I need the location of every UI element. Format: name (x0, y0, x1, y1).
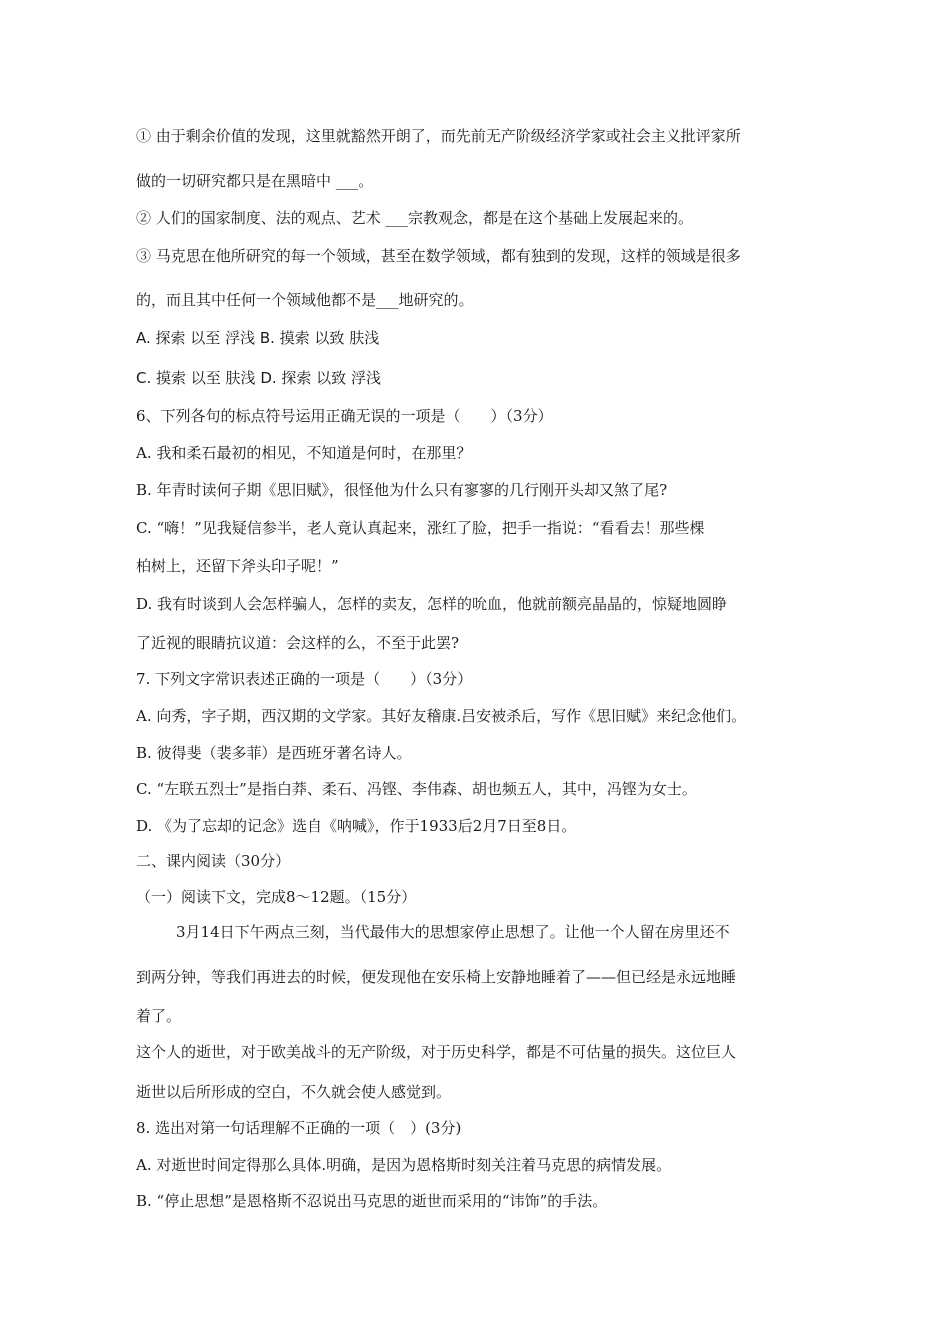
question-7: 7. 下列文字常识表述正确的一项是（ ）（3分） (136, 670, 473, 688)
question-7-option-c: C. “左联五烈士”是指白莽、柔石、冯铿、李伟森、胡也频五人，其中，冯铿为女士。 (136, 780, 697, 798)
question-6: 6、下列各句的标点符号运用正确无误的一项是（ ）（3分） (136, 407, 553, 425)
option-sentence-3: ③ 马克思在他所研究的每一个领域，甚至在数学领域，都有独到的发现，这样的领域是很多 (136, 247, 741, 265)
passage-paragraph-1: 3月14日下午两点三刻，当代最伟大的思想家停止思想了。让他一个人留在房里还不 (176, 923, 730, 941)
question-6-option-d-cont: 了近视的眼睛抗议道：会这样的么，不至于此罢? (136, 634, 460, 652)
question-7-option-a: A. 向秀，字子期，西汉期的文学家。其好友稽康.吕安被杀后，写作《思旧赋》来纪念他们。 (136, 707, 747, 725)
question-6-option-c: C. “嗨！”见我疑信参半，老人竟认真起来，涨红了脸，把手一指说：“看看去！那些棵 (136, 519, 705, 537)
question-6-option-d: D. 我有时谈到人会怎样骗人，怎样的卖友，怎样的吮血，他就前额亮晶晶的，惊疑地圆睁 (136, 595, 728, 613)
option-sentence-2: ② 人们的国家制度、法的观点、艺术 ___宗教观念，都是在这个基础上发展起来的。 (136, 209, 694, 227)
question-6-option-c-cont: 柏树上，还留下斧头印子呢！” (136, 557, 339, 575)
reading-1-instruction: （一）阅读下文，完成8～12题。（15分） (136, 888, 417, 906)
passage-paragraph-2-cont: 逝世以后所形成的空白，不久就会使人感觉到。 (136, 1083, 452, 1101)
passage-paragraph-1-end: 着了。 (136, 1007, 182, 1025)
answer-choices-cd: C. 摸索 以至 肤浅 D. 探索 以致 浮浅 (136, 369, 381, 387)
question-8: 8. 选出对第一句话理解不正确的一项（ ）(3分) (136, 1119, 462, 1137)
question-8-option-b: B. “停止思想”是恩格斯不忍说出马克思的逝世而采用的“讳饰”的手法。 (136, 1192, 608, 1210)
question-8-option-a: A. 对逝世时间定得那么具体.明确，是因为恩格斯时刻关注着马克思的病情发展。 (136, 1156, 672, 1174)
option-sentence-3-cont: 的，而且其中任何一个领域他都不是___地研究的。 (136, 291, 474, 309)
question-6-option-a: A. 我和柔石最初的相见，不知道是何时，在那里？ (136, 444, 472, 462)
question-6-option-b: B. 年青时读何子期《思旧赋》，很怪他为什么只有寥寥的几行刚开头却又煞了尾? (136, 481, 668, 499)
question-7-option-b: B. 彼得斐（裴多菲）是西班牙著名诗人。 (136, 744, 412, 762)
passage-paragraph-1-cont: 到两分钟，等我们再进去的时候，便发现他在安乐椅上安静地睡着了——但已经是永远地睡 (136, 968, 737, 986)
answer-choices-ab: A. 探索 以至 浮浅 B. 摸索 以致 肤浅 (136, 329, 380, 347)
question-7-option-d: D. 《为了忘却的记念》选自《呐喊》，作于1933后2月7日至8日。 (136, 817, 577, 835)
section-2-heading: 二、课内阅读（30分） (136, 852, 291, 870)
passage-paragraph-2: 这个人的逝世，对于欧美战斗的无产阶级，对于历史科学，都是不可估量的损失。这位巨人 (136, 1043, 737, 1061)
option-sentence-1: ① 由于剩余价值的发现，这里就豁然开朗了，而先前无产阶级经济学家或社会主义批评家所 (136, 127, 741, 145)
option-sentence-1-cont: 做的一切研究都只是在黑暗中 ___。 (136, 172, 374, 190)
